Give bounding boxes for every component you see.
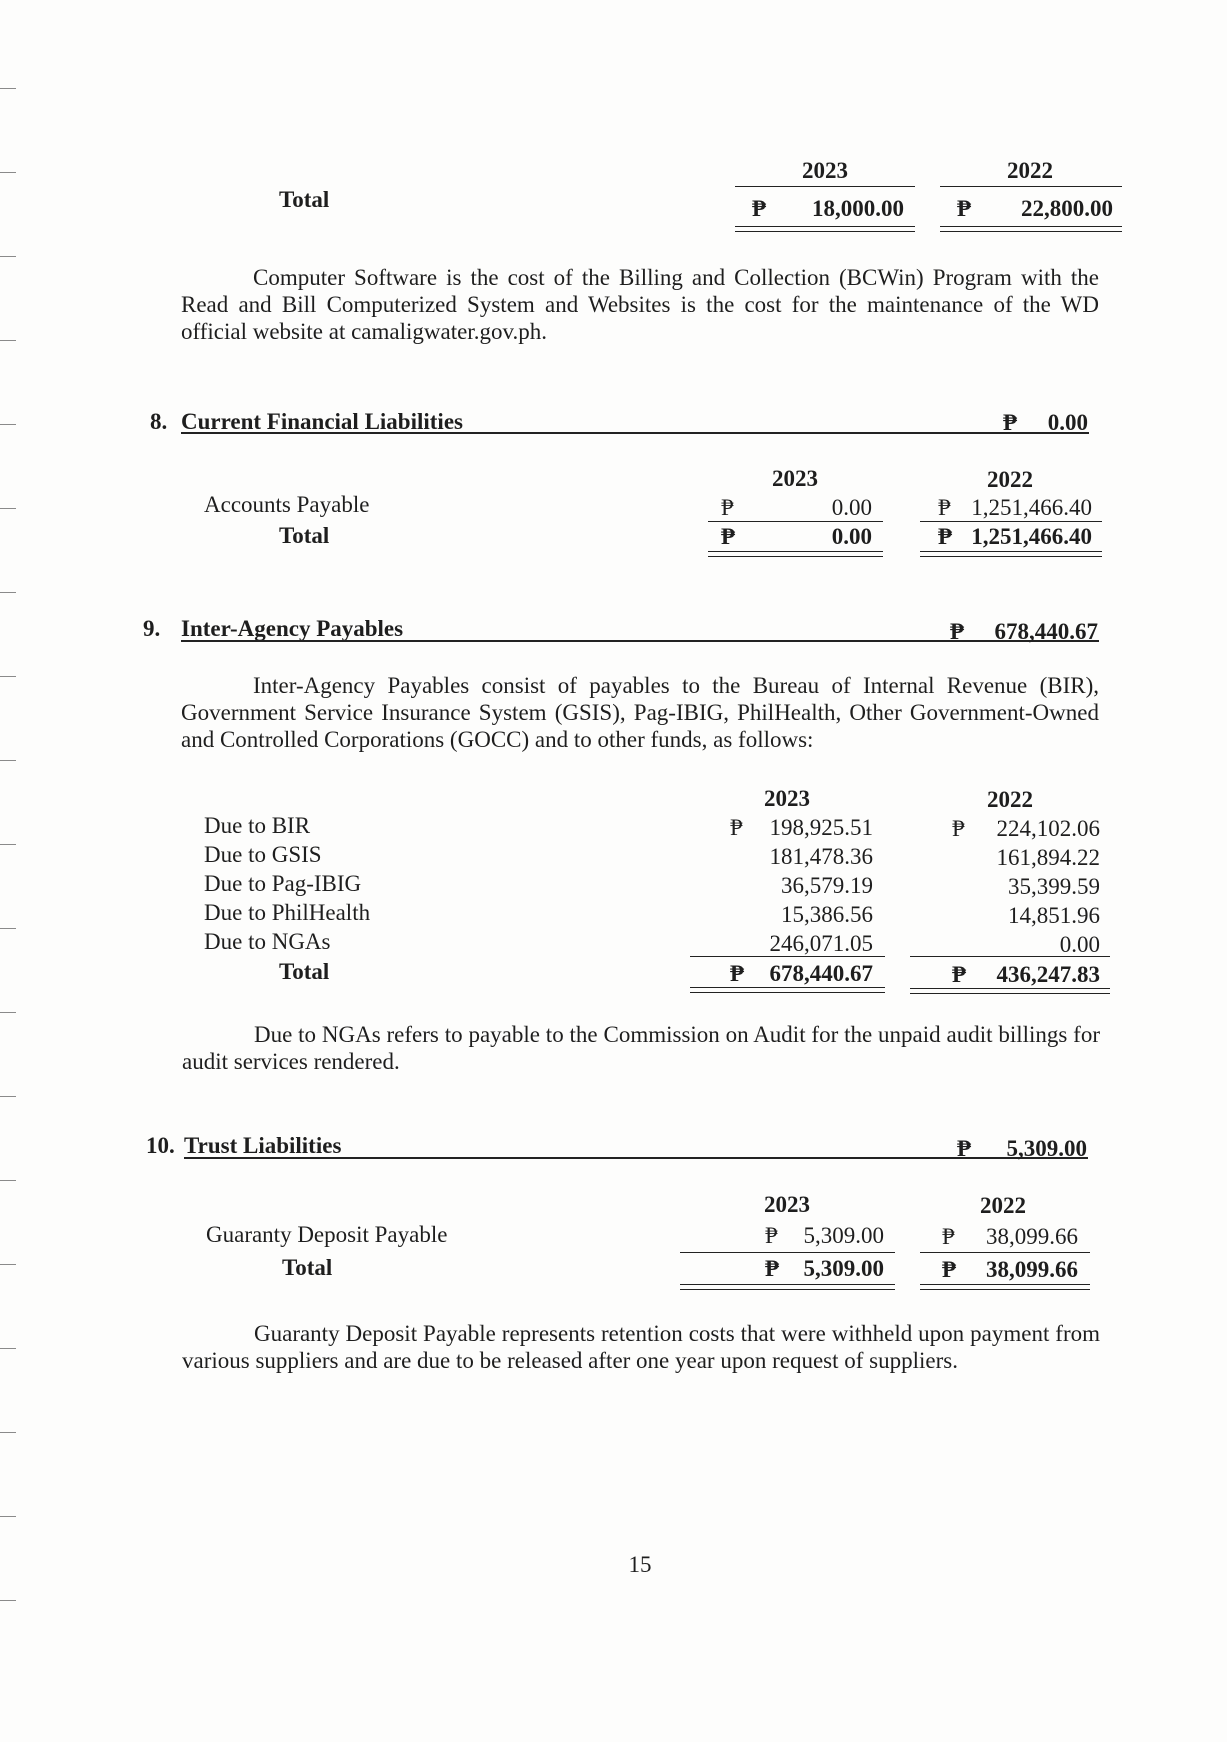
peso-sign: ₱ — [952, 962, 967, 987]
section-number: 10. — [146, 1133, 175, 1158]
section-number: 8. — [150, 409, 168, 434]
peso-sign: ₱ — [938, 524, 953, 549]
section-amount: 0.00 — [1047, 410, 1088, 435]
total-2023: 18,000.00 — [812, 196, 904, 221]
row-2023: 36,579.19 — [781, 873, 873, 898]
total-2023: 678,440.67 — [769, 961, 873, 986]
section-title: Inter-Agency Payables — [181, 616, 404, 641]
row-2022: 161,894.22 — [996, 845, 1100, 870]
peso-sign: ₱ — [938, 495, 951, 520]
row-2022: 0.00 — [1059, 932, 1100, 957]
row-label: Due to GSIS — [204, 842, 322, 867]
peso-sign: ₱ — [952, 816, 965, 841]
year-2023-header: 2023 — [764, 786, 810, 811]
row-label: Accounts Payable — [204, 492, 370, 517]
row-2023: 181,478.36 — [769, 844, 873, 869]
total-2023: 0.00 — [831, 524, 872, 549]
nga-note: Due to NGAs refers to payable to the Commission on Audit for the unpaid audit billings for audit services rendered. — [182, 1022, 1100, 1074]
total-2022: 22,800.00 — [1021, 196, 1113, 221]
section-amount: 678,440.67 — [994, 619, 1098, 644]
year-2023-header: 2023 — [802, 158, 848, 183]
peso-sign: ₱ — [721, 524, 736, 549]
total-2022: 38,099.66 — [986, 1257, 1078, 1282]
year-2022-header: 2022 — [1007, 158, 1053, 183]
row-2022: 224,102.06 — [996, 816, 1100, 841]
row-2023: 198,925.51 — [769, 815, 873, 840]
row-2022: 38,099.66 — [986, 1224, 1078, 1249]
peso-sign: ₱ — [957, 1136, 972, 1161]
year-2022-header: 2022 — [987, 467, 1033, 492]
row-label: Due to NGAs — [204, 929, 331, 954]
peso-sign: ₱ — [942, 1224, 955, 1249]
page-number: 15 — [628, 1552, 652, 1577]
software-note: Computer Software is the cost of the Billing and Collection (BCWin) Program with the Read and Bill Computerized System and Websites is the cost for the maintenance of the WD official website at camaligwater.gov.ph. — [181, 265, 1099, 344]
section-title: Current Financial Liabilities — [181, 409, 463, 434]
peso-sign: ₱ — [1003, 410, 1018, 435]
row-2023: 246,071.05 — [769, 931, 873, 956]
row-label: Due to BIR — [204, 813, 311, 838]
peso-sign: ₱ — [765, 1223, 778, 1248]
peso-sign: ₱ — [950, 619, 965, 644]
row-label: Due to Pag-IBIG — [204, 871, 362, 896]
peso-sign: ₱ — [765, 1256, 780, 1281]
year-2023-header: 2023 — [764, 1192, 810, 1217]
peso-sign: ₱ — [721, 495, 734, 520]
peso-sign: ₱ — [752, 196, 767, 221]
total-label: Total — [279, 523, 330, 548]
section-number: 9. — [143, 616, 161, 641]
section-title: Trust Liabilities — [184, 1133, 342, 1158]
row-2022: 1,251,466.40 — [971, 495, 1092, 520]
total-label: Total — [279, 959, 330, 984]
inter-agency-intro: Inter-Agency Payables consist of payables to the Bureau of Internal Revenue (BIR), Government Service Insurance System (GSIS), Pag-IBIG, PhilHealth, Other Government-Owned and Controlled Corporations (GOCC) and to other funds, as follows: — [181, 673, 1099, 752]
year-2022-header: 2022 — [980, 1193, 1026, 1218]
guaranty-note: Guaranty Deposit Payable represents retention costs that were withheld upon payment from various suppliers and are due to be released after one year upon request of suppliers. — [182, 1321, 1100, 1373]
total-label: Total — [279, 187, 330, 212]
total-2023: 5,309.00 — [803, 1256, 884, 1281]
peso-sign: ₱ — [730, 961, 745, 986]
row-2022: 35,399.59 — [1008, 874, 1100, 899]
row-2022: 14,851.96 — [1008, 903, 1100, 928]
row-2023: 15,386.56 — [781, 902, 873, 927]
year-2022-header: 2022 — [987, 787, 1033, 812]
row-label: Due to PhilHealth — [204, 900, 371, 925]
peso-sign: ₱ — [942, 1257, 957, 1282]
total-2022: 1,251,466.40 — [971, 524, 1092, 549]
row-label: Guaranty Deposit Payable — [206, 1222, 448, 1247]
peso-sign: ₱ — [730, 815, 743, 840]
row-2023: 0.00 — [831, 495, 872, 520]
year-2023-header: 2023 — [772, 466, 818, 491]
row-2023: 5,309.00 — [803, 1223, 884, 1248]
total-2022: 436,247.83 — [996, 962, 1100, 987]
peso-sign: ₱ — [957, 196, 972, 221]
section-amount: 5,309.00 — [1006, 1136, 1087, 1161]
total-label: Total — [282, 1255, 333, 1280]
